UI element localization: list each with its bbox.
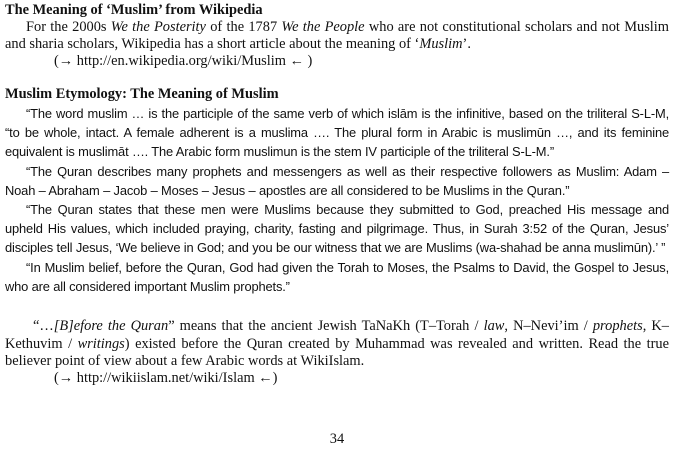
wikiislam-link[interactable]: (→ http://wikiislam.net/wiki/Islam ←) [54, 370, 278, 386]
tanakh-note-paragraph: “…[B]efore the Quran” means that the ancient Jewish TaNaKh (T–Torah / law, N–Nevi’im / prophets, K–Kethuvim / writings) existed before the Quran created by Muhammad was revealed and written. Read the true believer point of view about a few Arabic words at WikiIslam. [5, 318, 670, 369]
etymology-quotes [5, 104, 669, 296]
page-number: 34 [329, 431, 345, 447]
section-heading-etymology: Muslim Etymology: The Meaning of Muslim [5, 86, 279, 102]
quote-paragraph: “In Muslim belief, before the Quran, God had given the Torah to Moses, the Psalms to David, the Gospel to Jesus, who are all considered important Muslim prophets.” [5, 259, 669, 294]
section-heading-wikipedia: The Meaning of ‘Muslim’ from Wikipedia [5, 2, 263, 18]
quote-paragraph: “The Quran states that these men were Muslims because they submitted to God, preached His message and upheld His values, which included praying, charity, fasting and pilgrimage. Thus, in Surah 3:52 of the Quran, Jesus’ disciples tell Jesus, ‘We believe in God; and you be our witness that we are Muslims (wa-shahad be anna muslimūn).’ ” [5, 202, 669, 256]
document-page [5, 0, 669, 453]
wikipedia-link[interactable]: (→ http://en.wikipedia.org/wiki/Muslim ← ) [54, 53, 313, 69]
quote-paragraph: “The word muslim … is the participle of the same verb of which islām is the infinitive, based on the triliteral S-L-M, “to be whole, intact. A female adherent is a muslima …. The plural form in Arabic is muslimūn …, and its feminine equivalent is muslimāt …. The Arabic form muslimun is the stem IV participle of the triliteral S-L-M.” [5, 106, 669, 160]
quote-paragraph: “The Quran describes many prophets and messengers as well as their respective followers as Muslim: Adam – Noah – Abraham – Jacob – Moses – Jesus – apostles are all considered to be Muslims in the Quran.” [5, 163, 669, 198]
intro-paragraph: For the 2000s We the Posterity of the 1787 We the People who are not constitutional scholars and not Muslim and sharia scholars, Wikipedia has a short article about the meaning of ‘Muslim’. [5, 19, 669, 52]
